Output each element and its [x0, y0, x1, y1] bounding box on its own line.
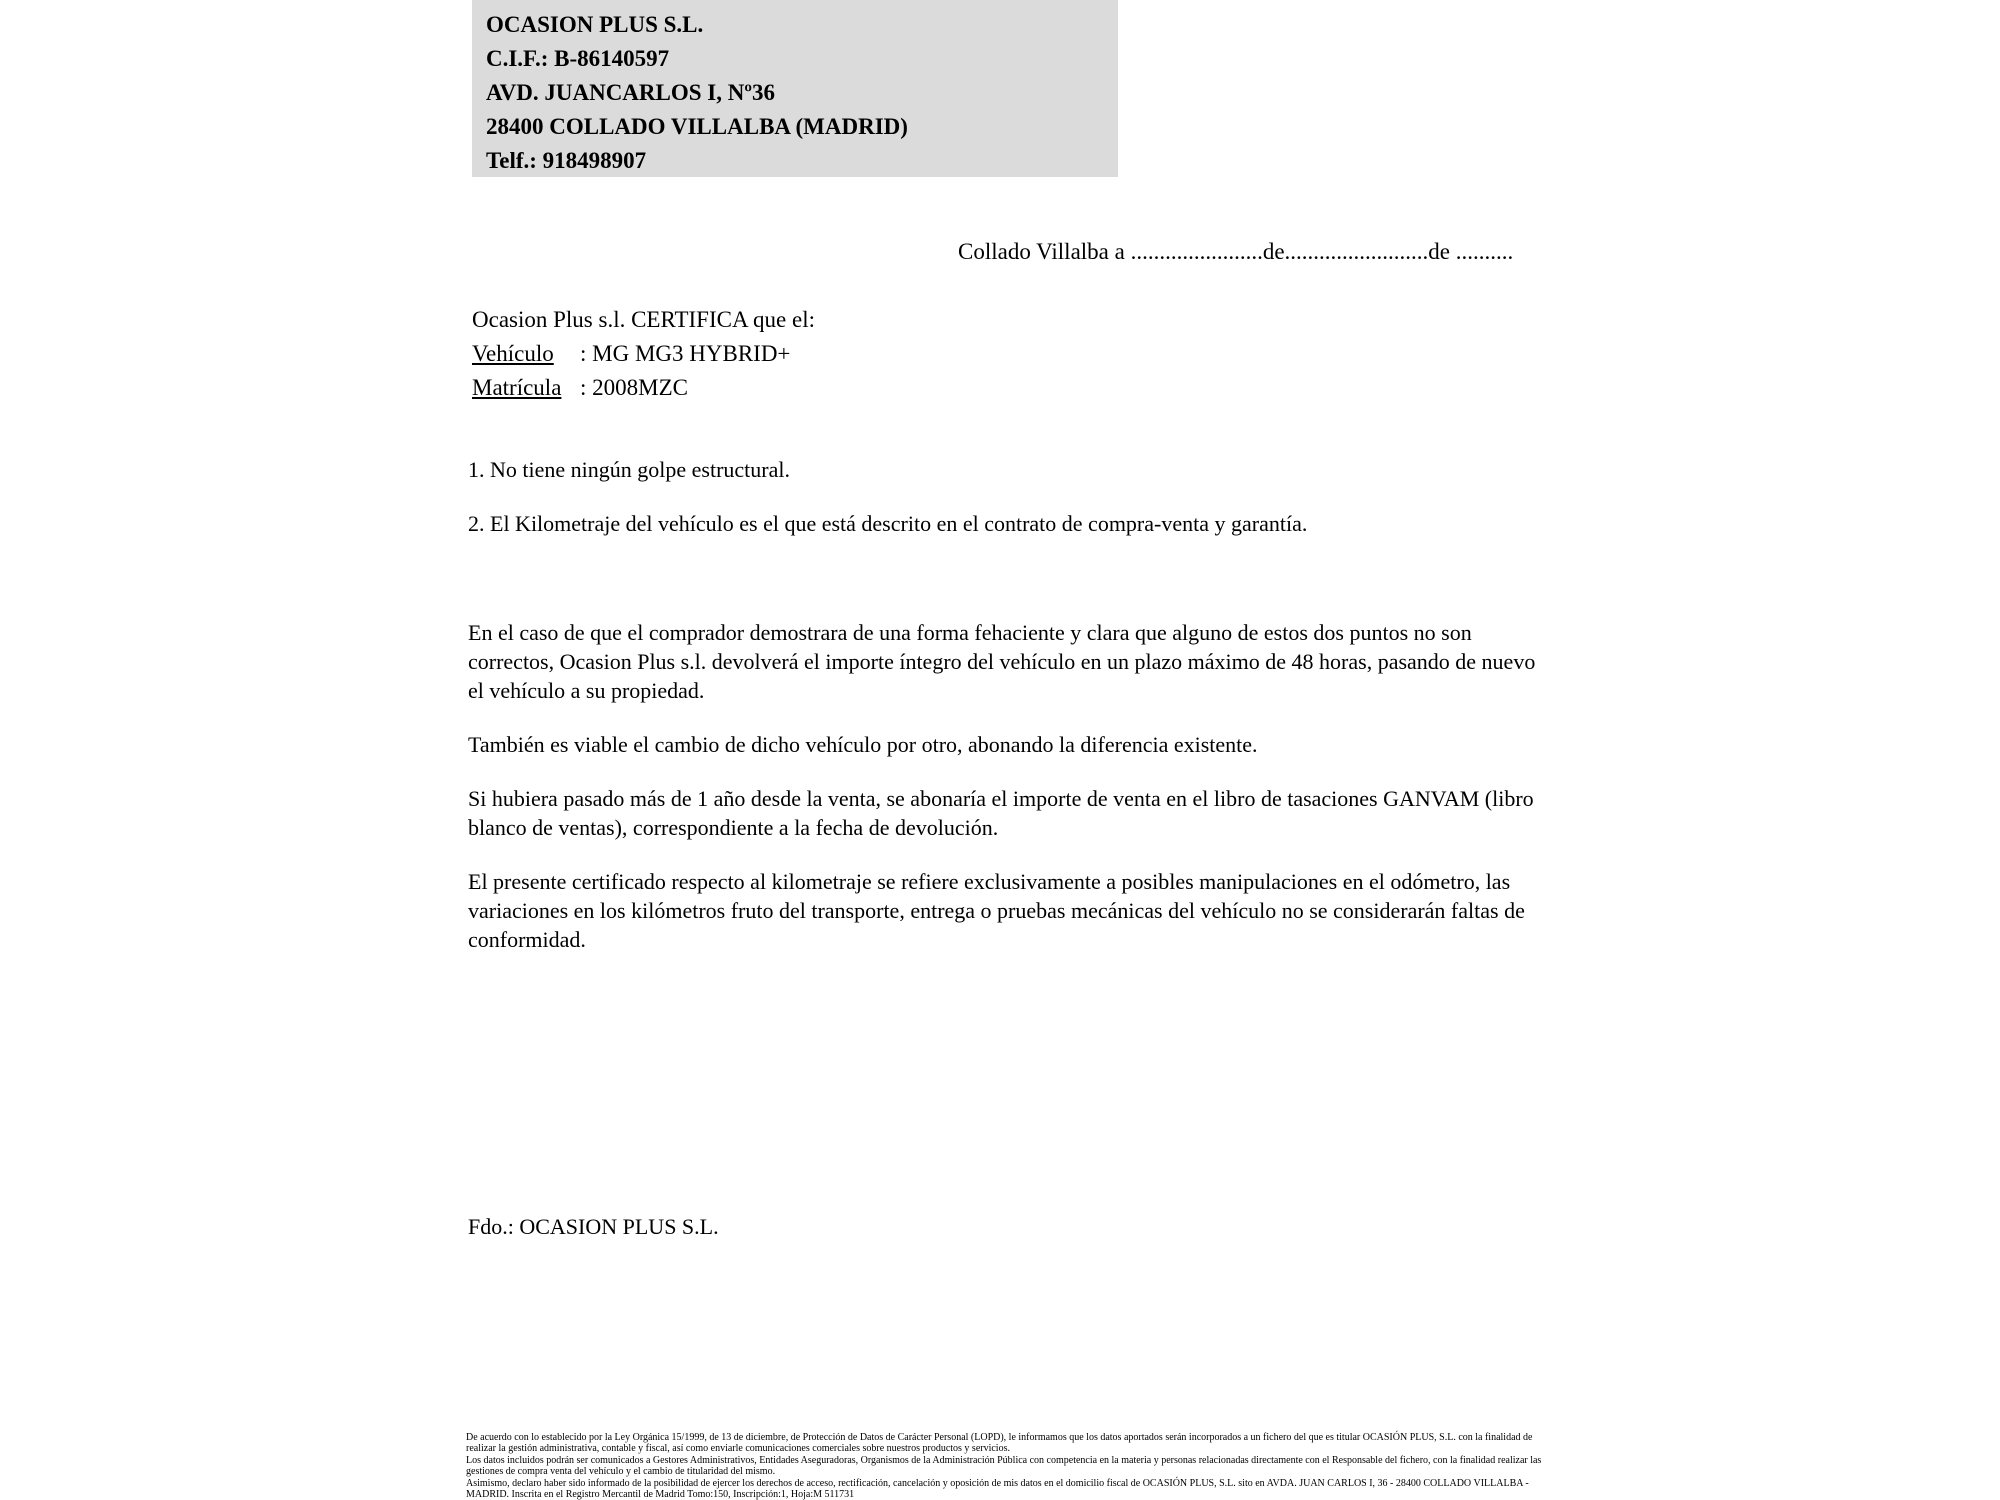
paragraph-refund: En el caso de que el comprador demostrara de una forma fehaciente y clara que alguno de estos dos puntos no son correctos, Ocasion Plus s.l. devolverá el importe íntegro del vehículo en un plazo máximo de 48 horas, pasando de nuevo el vehículo a su propiedad.	[468, 620, 1536, 703]
legal-footer	[466, 1432, 1554, 1500]
certify-intro: Ocasion Plus s.l. CERTIFICA que el:	[472, 307, 815, 332]
letterhead	[472, 0, 1118, 177]
paragraph-odometer: El presente certificado respecto al kilometraje se refiere exclusivamente a posibles manipulaciones en el odómetro, las variaciones en los kilómetros fruto del transporte, entrega o pruebas mecánicas del vehículo no se considerarán faltas de conformidad.	[468, 869, 1525, 952]
vehicle-row	[472, 337, 815, 371]
vehicle-value: : MG MG3 HYBRID+	[580, 341, 791, 366]
plate-value: : 2008MZC	[580, 375, 688, 400]
paragraph-ganvam: Si hubiera pasado más de 1 año desde la venta, se abonaría el importe de venta en el libro de tasaciones GANVAM (libro blanco de ventas), correspondiente a la fecha de devolución.	[468, 786, 1534, 840]
vehicle-label: Vehículo	[472, 341, 554, 366]
point-1: 1. No tiene ningún golpe estructural.	[468, 457, 790, 482]
body-paragraphs	[468, 618, 1550, 979]
vehicle-label-box	[472, 337, 580, 371]
company-address: AVD. JUANCARLOS I, Nº36	[486, 80, 775, 105]
company-phone: Telf.: 918498907	[486, 148, 647, 173]
company-city: 28400 COLLADO VILLALBA (MADRID)	[486, 114, 908, 139]
signature-line: Fdo.: OCASION PLUS S.L.	[468, 1214, 719, 1239]
company-cif: C.I.F.: B-86140597	[486, 46, 670, 71]
plate-row	[472, 371, 815, 405]
paragraph-exchange: También es viable el cambio de dicho vehículo por otro, abonando la diferencia existente.	[468, 732, 1258, 757]
point-2: 2. El Kilometraje del vehículo es el que está descrito en el contrato de compra-venta y garantía.	[468, 511, 1308, 536]
plate-label: Matrícula	[472, 375, 562, 400]
date-line: Collado Villalba a .......................de.........................de ..........	[958, 239, 1514, 264]
company-name: OCASION PLUS S.L.	[486, 12, 704, 37]
plate-label-box	[472, 371, 580, 405]
legal-paragraph-rights: Asimismo, declaro haber sido informado de la posibilidad de ejercer los derechos de acceso, rectificación, cancelación y oposición de mis datos en el domicilio fiscal de OCASIÓN PLUS, S.L. sito en AVDA. JUAN CARLOS I, 36 - 28400 COLLADO VILLALBA - MADRID. Inscrita en el Registro Mercantil de Madrid Tomo:150, Inscripción:1, Hoja:M 511731	[466, 1477, 1529, 1500]
legal-paragraph-data-sharing: Los datos incluidos podrán ser comunicados a Gestores Administrativos, Entidades Aseguradoras, Organismos de la Administración Pública con competencia en la materia y personas relacionadas directamente con el Responsable del fichero, con la finalidad realizar las gestiones de compra venta del vehículo y el cambio de titularidad del mismo.	[466, 1454, 1542, 1478]
certified-points	[468, 455, 1550, 563]
certification-block	[472, 303, 815, 405]
legal-paragraph-lopd: De acuerdo con lo establecido por la Ley Orgánica 15/1999, de 13 de diciembre, de Protección de Datos de Carácter Personal (LOPD), le informamos que los datos aportados serán incorporados a un fichero del que es titular OCASIÓN PLUS, S.L. con la finalidad de realizar la gestión administrativa, contable y fiscal, así como enviarle comunicaciones comerciales sobre nuestros productos y servicios.	[466, 1432, 1533, 1455]
